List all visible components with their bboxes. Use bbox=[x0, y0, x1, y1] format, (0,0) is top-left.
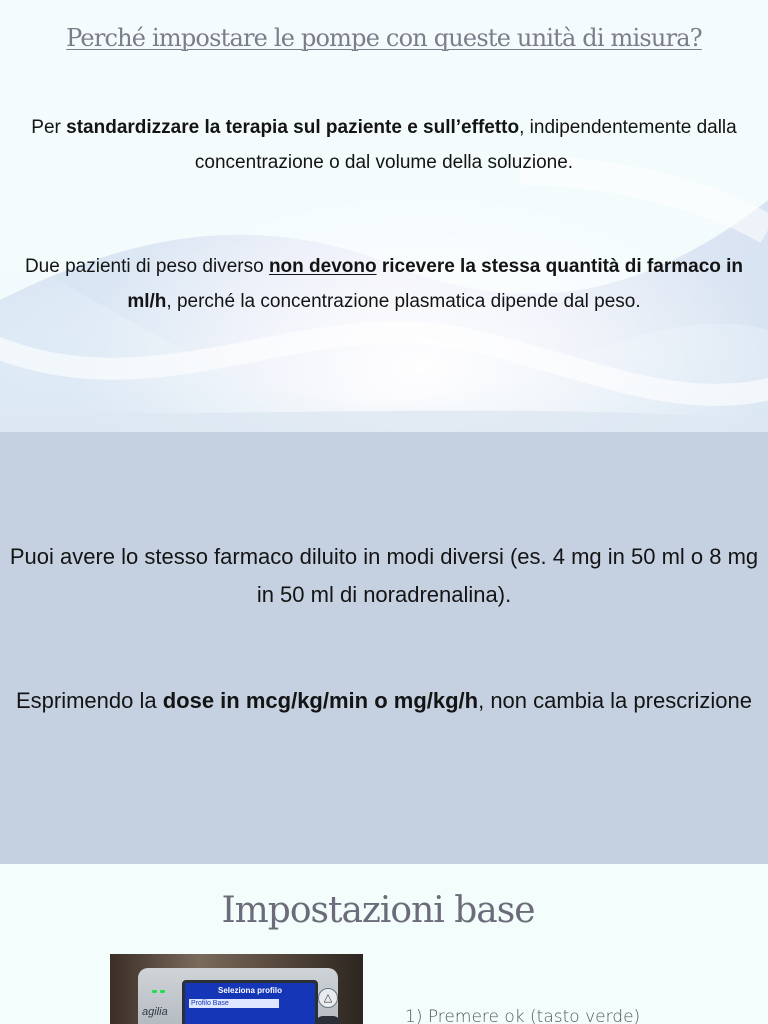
dilution-section bbox=[0, 432, 768, 864]
pump-button bbox=[316, 1016, 340, 1024]
syringe-icon: △ bbox=[318, 988, 338, 1008]
page-title: Perché impostare le pompe con queste unità di misura? bbox=[66, 24, 702, 52]
pump-screen bbox=[182, 980, 318, 1024]
dilution-paragraph: Puoi avere lo stesso farmaco diluito in modi diversi (es. 4 mg in 50 ml o 8 mg in 50 ml di noradrenalina). bbox=[9, 544, 759, 607]
screen-selected-row: Profilo Base bbox=[189, 999, 279, 1008]
intro-paragraph-1: Per standardizzare la terapia sul paziente e sull’effetto, indipendentemente dalla concentrazione o dal volume della soluzione. bbox=[31, 117, 737, 173]
dose-paragraph: Esprimendo la dose in mcg/kg/min o mg/kg/h, non cambia la prescrizione bbox=[15, 688, 753, 713]
status-led-icon bbox=[160, 990, 165, 993]
base-settings-section bbox=[0, 864, 768, 1024]
screen-title: Seleziona profilo bbox=[217, 986, 282, 995]
section-title: Impostazioni base bbox=[221, 890, 535, 931]
pump-photo bbox=[110, 954, 363, 1024]
intro-paragraph-2: Due pazienti di peso diverso non devono ricevere la stessa quantità di farmaco in ml/h, perché la concentrazione plasmatica dipende dal peso. bbox=[24, 256, 744, 312]
step-1-text: 1) Premere ok (tasto verde) bbox=[405, 1007, 641, 1024]
wave-background bbox=[0, 0, 768, 432]
pump-device bbox=[138, 968, 338, 1024]
status-led-icon bbox=[152, 990, 157, 993]
pump-brand: agilia bbox=[142, 1006, 168, 1018]
intro-section bbox=[0, 0, 768, 432]
